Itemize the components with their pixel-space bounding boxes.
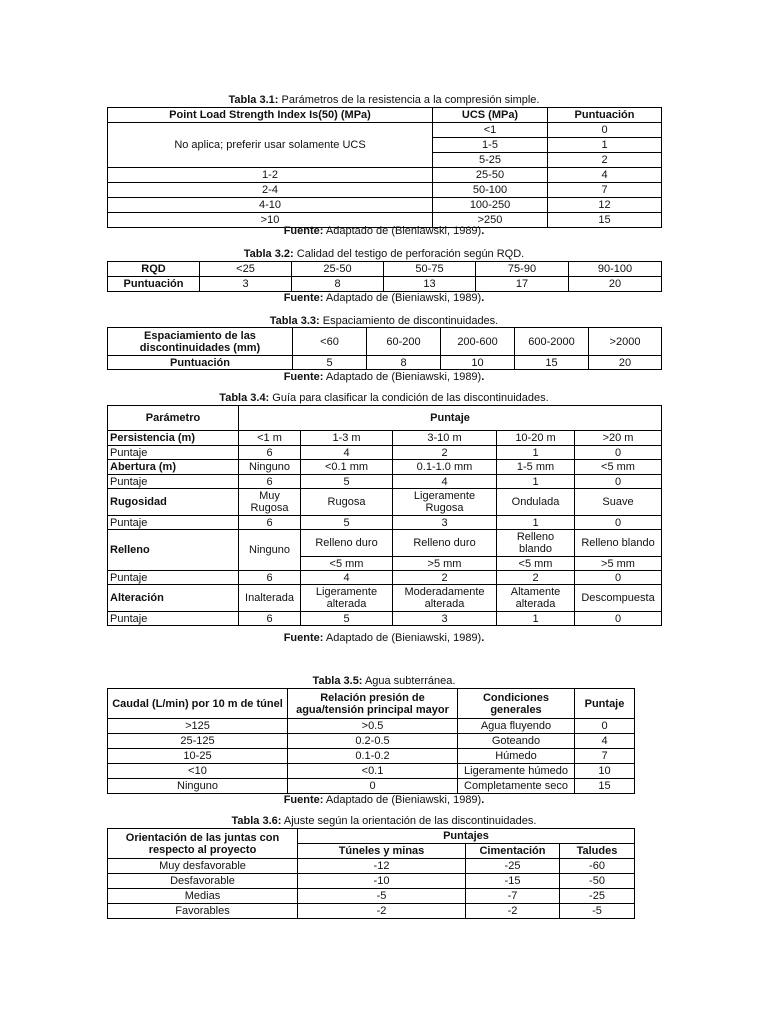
source-label: Fuente: bbox=[283, 632, 324, 644]
table-cell: Agua fluyendo bbox=[458, 719, 575, 734]
puntaje-label: Puntaje bbox=[108, 475, 239, 489]
table-cell: 0.1-1.0 mm bbox=[393, 460, 497, 475]
table-cell: Ninguno bbox=[108, 779, 288, 794]
table-cell: 25-125 bbox=[108, 734, 288, 749]
table-cell: Ligeramente Rugosa bbox=[393, 489, 497, 516]
source-end: . bbox=[481, 794, 485, 806]
caption-text: Parámetros de la resistencia a la compresión simple. bbox=[281, 94, 540, 106]
table-cell: 0.1-0.2 bbox=[288, 749, 458, 764]
table-cell: 90-100 bbox=[569, 262, 662, 277]
table-cell: 25-50 bbox=[292, 262, 384, 277]
caption-text: Agua subterránea. bbox=[364, 675, 456, 687]
header-cell: Relación presión de agua/tensión principal mayor bbox=[288, 689, 458, 719]
table-cell: <60 bbox=[293, 328, 367, 356]
table-cell: 1 bbox=[497, 612, 575, 626]
table-cell: 1-3 m bbox=[301, 431, 393, 446]
param-cell: Relleno bbox=[108, 530, 239, 571]
table-cell: 2 bbox=[393, 571, 497, 585]
source-note bbox=[0, 794, 768, 807]
table-cell: <25 bbox=[200, 262, 292, 277]
source-label: Fuente: bbox=[283, 225, 324, 237]
source-label: Fuente: bbox=[283, 794, 324, 806]
table-cell: 0 bbox=[575, 719, 635, 734]
header-cell: Orientación de las juntas con respecto al proyecto bbox=[108, 829, 298, 859]
table-3-1 bbox=[107, 107, 662, 228]
table-cell: Húmedo bbox=[458, 749, 575, 764]
table-3-4-caption bbox=[0, 392, 768, 405]
table-cell: >2000 bbox=[589, 328, 662, 356]
table-cell: Relleno duro bbox=[393, 530, 497, 557]
table-cell: 25-50 bbox=[433, 168, 548, 183]
caption-label: Tabla 3.6: bbox=[231, 815, 282, 827]
table-cell: 600-2000 bbox=[515, 328, 589, 356]
table-cell: -15 bbox=[466, 874, 560, 889]
table-cell: 1-2 bbox=[108, 168, 433, 183]
table-cell: 5-25 bbox=[433, 153, 548, 168]
puntaje-label: Puntaje bbox=[108, 516, 239, 530]
table-cell: 60-200 bbox=[367, 328, 441, 356]
table-cell: Descompuesta bbox=[575, 585, 662, 612]
table-cell: >20 m bbox=[575, 431, 662, 446]
table-cell: -12 bbox=[298, 859, 466, 874]
table-cell: 2 bbox=[548, 153, 662, 168]
header-cell: Condiciones generales bbox=[458, 689, 575, 719]
table-cell: <1 m bbox=[239, 431, 301, 446]
table-cell: 200-600 bbox=[441, 328, 515, 356]
table-cell: Goteando bbox=[458, 734, 575, 749]
table-cell: 8 bbox=[292, 277, 384, 292]
table-cell: 4-10 bbox=[108, 198, 433, 213]
table-cell: 4 bbox=[393, 475, 497, 489]
table-cell: 7 bbox=[575, 749, 635, 764]
source-end: . bbox=[481, 632, 485, 644]
table-cell: Moderadamente alterada bbox=[393, 585, 497, 612]
table-cell: 12 bbox=[548, 198, 662, 213]
table-cell: Muy Rugosa bbox=[239, 489, 301, 516]
table-cell: <0.1 bbox=[288, 764, 458, 779]
table-cell: -60 bbox=[560, 859, 635, 874]
table-cell: >5 mm bbox=[575, 557, 662, 571]
source-text: Adaptado de (Bieniawski, 1989) bbox=[325, 225, 482, 237]
table-cell: 2 bbox=[393, 446, 497, 460]
table-cell: Medias bbox=[108, 889, 298, 904]
table-cell: 1 bbox=[497, 446, 575, 460]
table-cell: >10 bbox=[108, 213, 433, 228]
table-cell: Altamente alterada bbox=[497, 585, 575, 612]
table-cell: 13 bbox=[384, 277, 476, 292]
source-text: Adaptado de (Bieniawski, 1989) bbox=[325, 371, 482, 383]
table-cell: 50-100 bbox=[433, 183, 548, 198]
table-cell: -5 bbox=[298, 889, 466, 904]
table-cell: <5 mm bbox=[575, 460, 662, 475]
table-3-6 bbox=[107, 828, 635, 919]
caption-text: Ajuste según la orientación de las discontinuidades. bbox=[283, 815, 537, 827]
table-cell: 1 bbox=[497, 516, 575, 530]
table-cell: 6 bbox=[239, 446, 301, 460]
table-cell: 15 bbox=[575, 779, 635, 794]
table-cell: 1 bbox=[548, 138, 662, 153]
table-cell: 6 bbox=[239, 571, 301, 585]
header-cell: UCS (MPa) bbox=[433, 108, 548, 123]
table-cell: 2-4 bbox=[108, 183, 433, 198]
table-cell: -25 bbox=[466, 859, 560, 874]
table-cell: 0 bbox=[288, 779, 458, 794]
table-3-5 bbox=[107, 688, 635, 794]
table-cell: 20 bbox=[589, 356, 662, 370]
table-cell: 4 bbox=[301, 446, 393, 460]
table-cell: Relleno duro bbox=[301, 530, 393, 557]
table-cell: 10 bbox=[575, 764, 635, 779]
source-end: . bbox=[481, 292, 485, 304]
table-cell: 7 bbox=[548, 183, 662, 198]
header-cell: Taludes bbox=[560, 844, 635, 859]
table-cell: 3 bbox=[200, 277, 292, 292]
table-cell: 17 bbox=[476, 277, 569, 292]
table-cell: >125 bbox=[108, 719, 288, 734]
table-cell: Desfavorable bbox=[108, 874, 298, 889]
table-cell: 15 bbox=[515, 356, 589, 370]
table-3-3 bbox=[107, 327, 662, 370]
header-cell: Cimentación bbox=[466, 844, 560, 859]
caption-text: Calidad del testigo de perforación según RQD. bbox=[296, 248, 525, 260]
table-cell: 15 bbox=[548, 213, 662, 228]
header-cell: RQD bbox=[108, 262, 200, 277]
table-cell: 10-25 bbox=[108, 749, 288, 764]
table-cell: 0 bbox=[575, 571, 662, 585]
source-text: Adaptado de (Bieniawski, 1989) bbox=[325, 292, 482, 304]
table-cell: 50-75 bbox=[384, 262, 476, 277]
table-cell: Completamente seco bbox=[458, 779, 575, 794]
source-label: Fuente: bbox=[283, 292, 324, 304]
param-cell: Alteración bbox=[108, 585, 239, 612]
table-cell: Ondulada bbox=[497, 489, 575, 516]
table-cell: 5 bbox=[301, 516, 393, 530]
table-cell: Suave bbox=[575, 489, 662, 516]
header-cell: Puntaje bbox=[239, 406, 662, 431]
table-cell: 4 bbox=[575, 734, 635, 749]
table-cell: 1 bbox=[497, 475, 575, 489]
table-cell: 75-90 bbox=[476, 262, 569, 277]
table-cell: Ninguno bbox=[239, 460, 301, 475]
table-cell: 3 bbox=[393, 612, 497, 626]
table-cell: <1 bbox=[433, 123, 548, 138]
table-cell: 0 bbox=[575, 475, 662, 489]
table-cell: 0 bbox=[575, 612, 662, 626]
table-cell: Muy desfavorable bbox=[108, 859, 298, 874]
table-cell: 6 bbox=[239, 475, 301, 489]
table-cell: 6 bbox=[239, 612, 301, 626]
caption-label: Tabla 3.5: bbox=[312, 675, 363, 687]
table-cell: 1-5 bbox=[433, 138, 548, 153]
table-cell: Inalterada bbox=[239, 585, 301, 612]
table-cell: 8 bbox=[367, 356, 441, 370]
header-cell: Puntuación bbox=[548, 108, 662, 123]
table-cell: -50 bbox=[560, 874, 635, 889]
table-cell: 0 bbox=[575, 446, 662, 460]
header-cell: Point Load Strength Index Is(50) (MPa) bbox=[108, 108, 433, 123]
table-cell: <10 bbox=[108, 764, 288, 779]
header-cell: Puntuación bbox=[108, 277, 200, 292]
table-cell: 100-250 bbox=[433, 198, 548, 213]
source-text: Adaptado de (Bieniawski, 1989) bbox=[325, 632, 482, 644]
source-end: . bbox=[481, 225, 485, 237]
table-cell: 1-5 mm bbox=[497, 460, 575, 475]
table-cell: 3 bbox=[393, 516, 497, 530]
table-cell: >5 mm bbox=[393, 557, 497, 571]
table-3-6-caption bbox=[0, 815, 768, 828]
table-cell: -10 bbox=[298, 874, 466, 889]
table-cell: <0.1 mm bbox=[301, 460, 393, 475]
source-note bbox=[0, 292, 768, 305]
puntaje-label: Puntaje bbox=[108, 571, 239, 585]
table-cell: Ninguno bbox=[239, 530, 301, 571]
table-cell: 5 bbox=[293, 356, 367, 370]
table-cell: -2 bbox=[466, 904, 560, 919]
caption-label: Tabla 3.3: bbox=[269, 315, 320, 327]
table-cell: No aplica; preferir usar solamente UCS bbox=[108, 123, 433, 168]
table-3-2 bbox=[107, 261, 662, 292]
puntaje-label: Puntaje bbox=[108, 612, 239, 626]
table-cell: <5 mm bbox=[497, 557, 575, 571]
table-cell: 4 bbox=[301, 571, 393, 585]
param-cell: Rugosidad bbox=[108, 489, 239, 516]
header-cell: Espaciamiento de las discontinuidades (mm) bbox=[108, 328, 293, 356]
source-note bbox=[0, 371, 768, 384]
header-cell: Túneles y minas bbox=[298, 844, 466, 859]
table-cell: Ligeramente húmedo bbox=[458, 764, 575, 779]
header-cell: Puntaje bbox=[575, 689, 635, 719]
table-cell: Favorables bbox=[108, 904, 298, 919]
header-cell: Puntuación bbox=[108, 356, 293, 370]
table-3-2-caption bbox=[0, 248, 768, 261]
header-cell: Puntajes bbox=[298, 829, 635, 844]
source-text: Adaptado de (Bieniawski, 1989) bbox=[325, 794, 482, 806]
table-cell: Rugosa bbox=[301, 489, 393, 516]
source-note bbox=[0, 632, 768, 645]
table-cell: 5 bbox=[301, 475, 393, 489]
table-cell: <5 mm bbox=[301, 557, 393, 571]
puntaje-label: Puntaje bbox=[108, 446, 239, 460]
header-cell: Caudal (L/min) por 10 m de túnel bbox=[108, 689, 288, 719]
table-cell: -2 bbox=[298, 904, 466, 919]
table-cell: 20 bbox=[569, 277, 662, 292]
table-cell: Relleno blando bbox=[575, 530, 662, 557]
table-cell: >250 bbox=[433, 213, 548, 228]
table-cell: 0 bbox=[548, 123, 662, 138]
source-label: Fuente: bbox=[283, 371, 324, 383]
table-3-5-caption bbox=[0, 675, 768, 688]
caption-text: Guía para clasificar la condición de las discontinuidades. bbox=[272, 392, 549, 404]
table-cell: 5 bbox=[301, 612, 393, 626]
header-cell: Parámetro bbox=[108, 406, 239, 431]
table-cell: 10-20 m bbox=[497, 431, 575, 446]
table-cell: Ligeramente alterada bbox=[301, 585, 393, 612]
table-cell: 0.2-0.5 bbox=[288, 734, 458, 749]
source-end: . bbox=[481, 371, 485, 383]
source-note bbox=[0, 225, 768, 238]
table-cell: 2 bbox=[497, 571, 575, 585]
caption-label: Tabla 3.2: bbox=[243, 248, 294, 260]
table-cell: 4 bbox=[548, 168, 662, 183]
table-3-4 bbox=[107, 405, 662, 626]
table-cell: 10 bbox=[441, 356, 515, 370]
table-cell: >0.5 bbox=[288, 719, 458, 734]
param-cell: Persistencia (m) bbox=[108, 431, 239, 446]
table-cell: 3-10 m bbox=[393, 431, 497, 446]
table-cell: 0 bbox=[575, 516, 662, 530]
table-cell: 6 bbox=[239, 516, 301, 530]
caption-label: Tabla 3.4: bbox=[219, 392, 270, 404]
caption-label: Tabla 3.1: bbox=[228, 94, 279, 106]
table-3-1-caption bbox=[0, 94, 768, 107]
table-cell: -7 bbox=[466, 889, 560, 904]
caption-text: Espaciamiento de discontinuidades. bbox=[322, 315, 499, 327]
table-cell: -5 bbox=[560, 904, 635, 919]
table-cell: Relleno blando bbox=[497, 530, 575, 557]
table-cell: -25 bbox=[560, 889, 635, 904]
param-cell: Abertura (m) bbox=[108, 460, 239, 475]
